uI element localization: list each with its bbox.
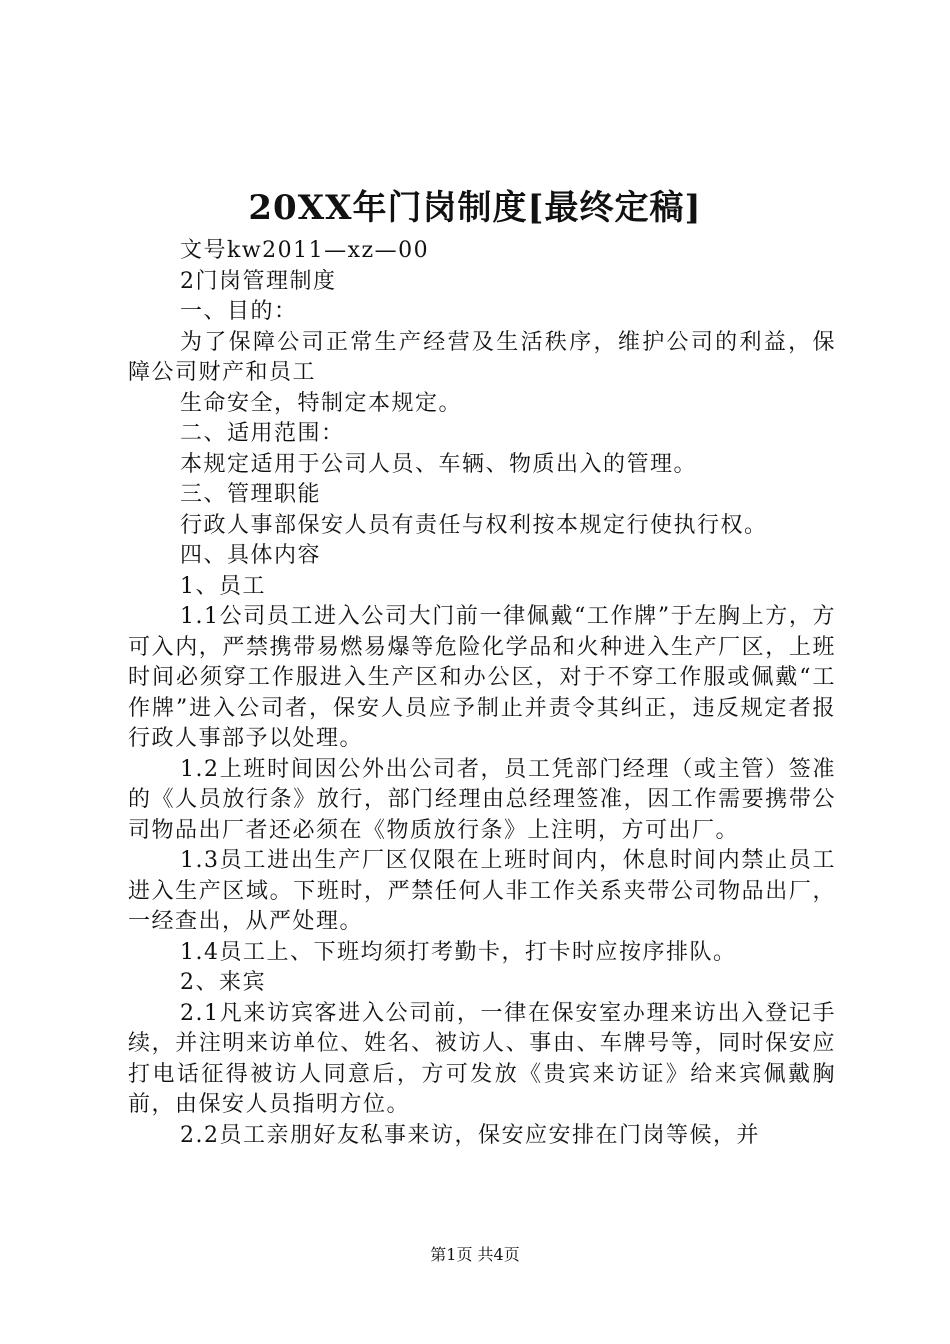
paragraph-1-3: 1.3员工进出生产厂区仅限在上班时间内，休息时间内禁止员工进入生产区域。下班时，严禁任何人非工作关系夹带公司物品出厂，一经查出，从严处理。: [128, 848, 836, 934]
regulation-heading: 2门岗管理制度: [180, 268, 337, 294]
paragraph-purpose: 为了保障公司正常生产经营及生活秩序，维护公司的利益，保障公司财产和员工: [128, 329, 836, 385]
subsection-heading-staff: 1、员工: [180, 573, 266, 599]
section-heading-purpose: 一、目的：: [180, 299, 298, 324]
section-heading-content: 四、具体内容: [180, 543, 322, 568]
paragraph-duties: 行政人事部保安人员有责任与权利按本规定行使执行权。: [180, 512, 768, 538]
page-number-footer: 第1页 共4页: [430, 1245, 520, 1264]
paragraph-1-1: 1.1公司员工进入公司大门前一律佩戴“工作牌”于左胸上方，方可入内，严禁携带易燃易爆等危险化学品和火种进入生产厂区，上班时间必须穿工作服进入生产区和办公区，对于不穿工作服或佩戴“工作牌”进入公司者，保安人员应予制止并责令其纠正，违反规定者报行政人事部予以处理。: [128, 604, 836, 751]
document-title: 20XX年门岗制度[最终定稿]: [248, 188, 702, 228]
paragraph-scope: 本规定适用于公司人员、车辆、物质出入的管理。: [180, 451, 698, 477]
section-heading-scope: 二、适用范围：: [180, 421, 345, 446]
paragraph-1-4: 1.4员工上、下班均须打考勤卡，打卡时应按序排队。: [180, 939, 737, 965]
doc-number-line: 文号kw2011—xz—00: [180, 238, 430, 263]
document-body: [128, 236, 836, 1151]
paragraph-2-1: 2.1凡来访宾客进入公司前，一律在保安室办理来访出入登记手续，并注明来访单位、姓名、被访人、事由、车牌号等，同时保安应打电话征得被访人同意后，方可发放《贵宾来访证》给来宾佩戴胸前，由保安人员指明方位。: [128, 1000, 836, 1117]
paragraph-2-2: 2.2员工亲朋好友私事来访，保安应安排在门岗等候，并: [180, 1122, 760, 1148]
subsection-heading-visitors: 2、来宾: [180, 970, 266, 995]
paragraph-1-2: 1.2上班时间因公外出公司者，员工凭部门经理（或主管）签准的《人员放行条》放行，部门经理由总经理签准，因工作需要携带公司物品出厂者还必须在《物质放行条》上注明，方可出厂。: [128, 756, 836, 843]
section-heading-duties: 三、管理职能: [180, 482, 322, 507]
paragraph-purpose-continued: 生命安全，特制定本规定。: [180, 390, 463, 416]
